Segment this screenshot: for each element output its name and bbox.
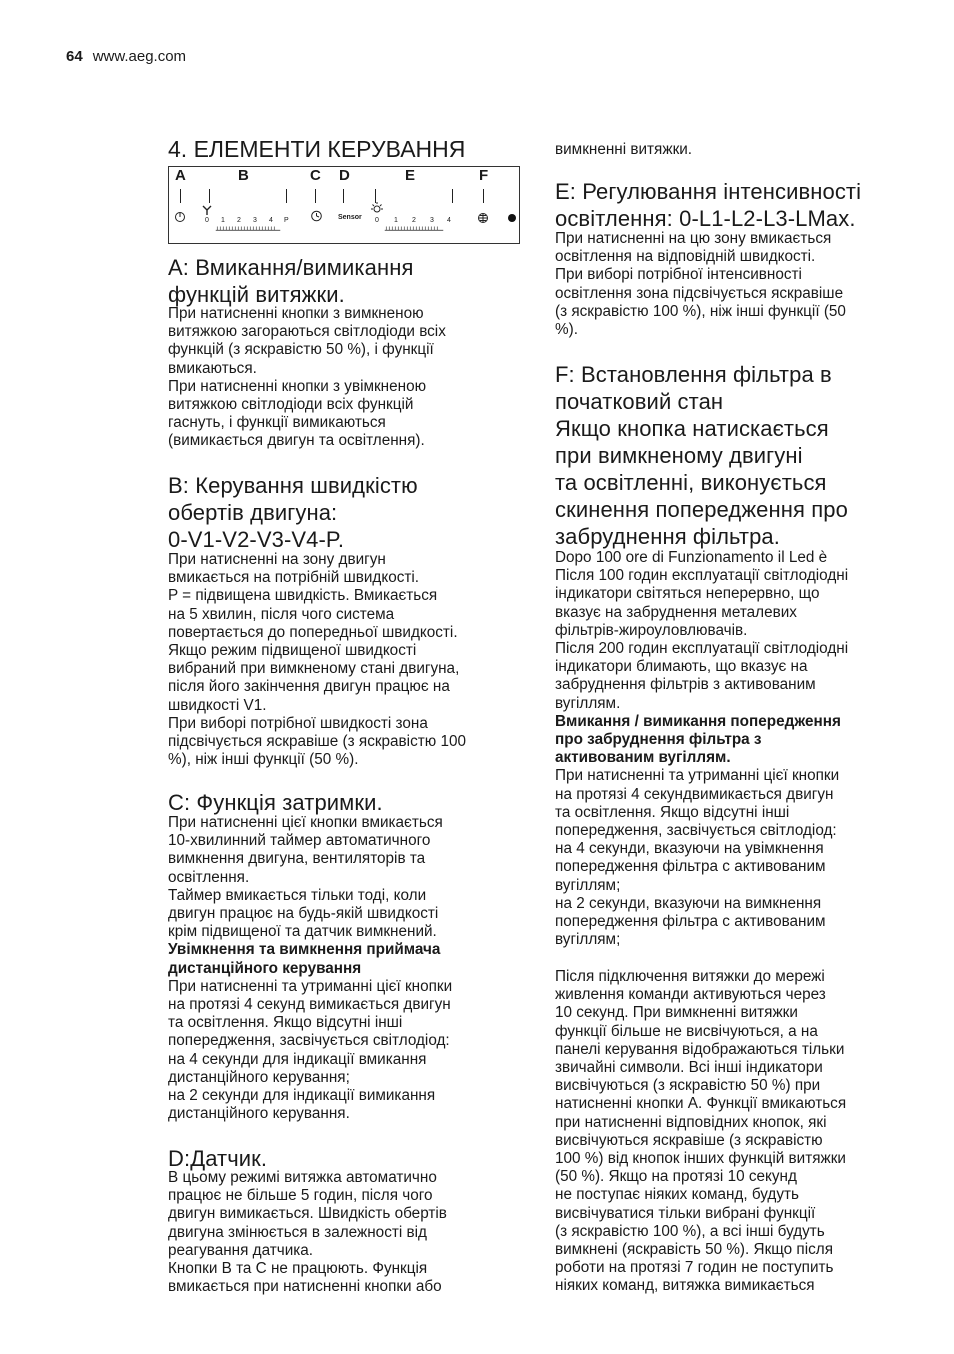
text-line: звичайні символи. Всі інші індикатори — [555, 1059, 823, 1077]
text-line: на протязі 4 секунд вимикається двигун — [168, 996, 451, 1014]
text-line: роботи на протязі 7 годин не поступить — [555, 1259, 834, 1277]
section-f-body-continued — [555, 968, 846, 1296]
text-line: функції більше не висвічуються, а на — [555, 1022, 818, 1040]
text-line: При натисненні кнопки з вимкненою — [168, 305, 424, 322]
heading-line: освітлення: 0-L1-L2-L3-LMax. — [555, 206, 856, 231]
text-line: на протязі 4 секундвимикається двигун — [555, 785, 834, 803]
text-line: (з яскравістю 100 %), ніж інші функції (50 — [555, 302, 846, 320]
heading-line: початковий стан — [555, 389, 724, 414]
filter-icon[interactable] — [477, 212, 489, 224]
text-line: вказує на забруднення металевих — [555, 603, 797, 621]
text-line: на 2 секунди для індикації вимикання — [168, 1087, 436, 1105]
heading-line: забруднення фільтра. — [555, 524, 780, 549]
text-line: на 2 секунди, вказуючи на вимкнення — [555, 894, 822, 912]
text-line: на 4 секунди для індикації вмикання — [168, 1050, 427, 1068]
site-url[interactable]: www.aeg.com — [92, 48, 187, 65]
light-tick-2: 2 — [412, 217, 416, 224]
panel-tick-f — [483, 189, 484, 203]
text-line: При виборі потрібної інтенсивності — [555, 266, 802, 284]
section-a-heading — [168, 254, 413, 308]
speed-tick-2: 2 — [237, 217, 241, 224]
section-b-body — [168, 551, 466, 769]
control-panel-diagram — [168, 166, 520, 244]
text-line: забруднення фільтрів з активованим — [555, 676, 816, 694]
text-line: P = підвищена швидкість. Вмикається — [168, 587, 438, 605]
continuation-text: вимкненні витяжки. — [555, 141, 693, 158]
text-line: після його закінчення двигун працює на — [168, 678, 450, 696]
page-header — [66, 48, 186, 65]
light-tick-4: 4 — [447, 217, 451, 224]
fan-icon[interactable] — [201, 204, 213, 216]
text-line: (50 %). Якщо на протязі 10 секунд — [555, 1168, 797, 1186]
panel-tick-b1 — [209, 189, 210, 203]
text-line: та освітлення. Якщо відсутні інші — [555, 803, 790, 821]
timer-icon[interactable] — [310, 209, 323, 222]
text-line: двигун працює на будь-якій швидкості — [168, 905, 439, 923]
section-b-heading — [168, 472, 418, 553]
section-c-body — [168, 814, 452, 1123]
heading-line: та освітленні, виконується — [555, 470, 827, 495]
section-e-body — [555, 230, 846, 339]
text-line: висвічуються яскравіше (з яскравістю — [555, 1131, 823, 1149]
heading-line: 0-V1-V2-V3-V4-P. — [168, 527, 345, 552]
text-line: витяжкою загораються світлодіоди всіх — [168, 323, 446, 341]
text-line: повертається до попередньої швидкості. — [168, 623, 458, 641]
text-line: гаснуть, і функції вимикаються — [168, 414, 386, 432]
text-line: В цьому режимі витяжка автоматично — [168, 1169, 437, 1186]
text-line: панелі керування відображаються тільки — [555, 1040, 845, 1058]
text-line: Після 100 годин експлуатації світлодіодні — [555, 567, 849, 585]
power-icon[interactable] — [174, 211, 186, 223]
text-line: вимкнені (яскравість 50 %). Якщо після — [555, 1241, 833, 1259]
panel-tick-e2 — [452, 189, 453, 203]
heading-line: при вимкненому двигуні — [555, 443, 803, 468]
text-line: 100 %) від кнопок інших функцій витяжки — [555, 1150, 846, 1168]
text-line: Якщо режим підвищеної швидкості — [168, 642, 417, 660]
text-line: (з яскравістю 100 %), а всі інші будуть — [555, 1222, 825, 1240]
speed-tick-3: 3 — [253, 217, 257, 224]
page-number: 64 — [66, 48, 83, 65]
speed-scale-bar — [205, 225, 291, 231]
heading-line: скинення попередження про — [555, 497, 848, 522]
section-e-heading — [555, 178, 861, 232]
text-line: Dopo 100 ore di Funzionamento il Led è — [555, 549, 828, 566]
text-line: двигуна змінюється в залежності від — [168, 1223, 427, 1241]
heading-line: A: Вмикання/вимикання — [168, 255, 414, 280]
speed-tick-1: 1 — [221, 217, 225, 224]
text-line: %), ніж інші функції (50 %). — [168, 751, 359, 769]
text-line: попередження, засвічується світлодіод: — [555, 822, 837, 840]
text-line: працює не більше 5 годин, після чого — [168, 1187, 433, 1205]
text-line: Після 200 годин експлуатації світлодіодні — [555, 640, 849, 658]
text-line: дистанційного керування. — [168, 1105, 350, 1123]
speed-tick-4: 4 — [269, 217, 273, 224]
panel-label-e: E — [405, 167, 416, 184]
panel-label-d: D — [339, 167, 350, 184]
text-line: вмикаються. — [168, 359, 257, 377]
text-line: При натисненні на зону двигун — [168, 551, 386, 568]
bold-text-line: Увімкнення та вимкнення приймача — [168, 941, 441, 959]
text-line: швидкості V1. — [168, 696, 267, 714]
text-line: вимкнення двигуна, вентиляторів та — [168, 850, 426, 868]
heading-line: обертів двигуна: — [168, 500, 338, 525]
text-line: реагування датчика. — [168, 1241, 314, 1259]
text-line: вмикається на потрібній швидкості. — [168, 569, 420, 587]
text-line: індикатори блимають, що вказує на — [555, 658, 808, 676]
section-f-body — [555, 549, 848, 949]
text-line: Після підключення витяжки до мережі — [555, 968, 825, 985]
panel-label-a: A — [175, 167, 186, 184]
text-line: натисненні кнопки A. Функції вмикаються — [555, 1095, 847, 1113]
text-line: При натисненні цієї кнопки вмикається — [168, 814, 443, 831]
text-line: індикатори світяться неперервно, що — [555, 585, 820, 603]
speed-tick-p: P — [284, 217, 289, 224]
text-line: При натисненні кнопки з увімкненою — [168, 377, 427, 395]
text-line: При натисненні на цю зону вмикається — [555, 230, 832, 247]
text-line: Кнопки B та C не працюють. Функція — [168, 1260, 428, 1278]
light-bulb-icon[interactable] — [370, 201, 384, 215]
text-line: попередження, засвічується світлодіод: — [168, 1032, 450, 1050]
section-a-body — [168, 305, 446, 451]
text-line: При натисненні та утриманні цієї кнопки — [555, 767, 840, 785]
section-d-heading: D:Датчик. — [168, 1146, 268, 1171]
text-line: при натисненні відповідних кнопок, які — [555, 1113, 827, 1131]
text-line: витяжкою світлодіоди всіх функцій — [168, 396, 414, 414]
panel-tick-b2 — [286, 189, 287, 203]
text-line: вмикається при натисненні кнопки або — [168, 1278, 442, 1296]
text-line: 10-хвилинний таймер автоматичного — [168, 832, 431, 850]
section-f-heading — [555, 361, 848, 550]
bold-text-line: дистанційного керування — [168, 959, 362, 977]
text-line: підсвічується яскравіше (з яскравістю 100 — [168, 733, 466, 751]
text-line: вугіллям; — [555, 931, 621, 949]
bold-text-line: Вмикання / вимикання попередження — [555, 712, 841, 730]
section-d-body — [168, 1169, 447, 1296]
text-line: висвічуються (з яскравістю 50 %) при — [555, 1077, 821, 1095]
light-tick-3: 3 — [430, 217, 434, 224]
heading-line: E: Регулювання інтенсивності — [555, 179, 862, 204]
heading-line: F: Встановлення фільтра в — [555, 362, 832, 387]
text-line: освітлення зона підсвічується яскравіше — [555, 284, 844, 302]
heading-line: B: Керування швидкістю — [168, 473, 418, 498]
light-scale-bar — [375, 225, 453, 231]
text-line: При виборі потрібної швидкості зона — [168, 714, 428, 732]
section-title-text: ЕЛЕМЕНТИ КЕРУВАННЯ — [193, 136, 466, 162]
text-line: не поступає ніяких команд, будуть — [555, 1186, 799, 1204]
text-line: живлення команди активуються через — [555, 986, 826, 1004]
text-line: 10 секунд. При вимкненні витяжки — [555, 1004, 798, 1022]
text-line: на 5 хвилин, після чого система — [168, 605, 395, 623]
bold-text-line: активованим вугіллям. — [555, 749, 731, 767]
panel-label-c: C — [310, 167, 321, 184]
panel-tick-d — [343, 189, 344, 203]
panel-tick-a — [180, 189, 181, 203]
text-line: вугіллям; — [555, 876, 621, 894]
panel-label-f: F — [479, 167, 489, 184]
text-line: При натисненні та утриманні цієї кнопки — [168, 977, 453, 995]
panel-tick-c — [315, 189, 316, 203]
light-tick-1: 1 — [394, 217, 398, 224]
panel-label-b: B — [238, 167, 249, 184]
section-title — [168, 135, 465, 163]
heading-line: Якщо кнопка натискається — [555, 416, 829, 441]
text-line: ніяких команд, витяжка вимикається — [555, 1277, 815, 1295]
text-line: дистанційного керування; — [168, 1068, 350, 1086]
text-line: освітлення на відповідній швидкості. — [555, 248, 816, 266]
dot-icon — [507, 213, 517, 223]
text-line: (вимикається двигун та освітлення). — [168, 432, 425, 450]
text-line: Таймер вмикається тільки тоді, коли — [168, 886, 427, 904]
light-tick-0: 0 — [375, 217, 379, 224]
text-line: попередження фільтра с активованим — [555, 913, 826, 931]
text-line: вибраний при вимкненому стані двигуна, — [168, 660, 460, 678]
text-line: на 4 секунди, вказуючи на увімкнення — [555, 840, 824, 858]
text-line: фільтрів-жироуловлювачів. — [555, 621, 748, 639]
sensor-label[interactable]: Sensor — [338, 214, 362, 221]
speed-tick-0: 0 — [205, 217, 209, 224]
text-line: %). — [555, 321, 578, 339]
text-line: двигун вимикається. Швидкість обертів — [168, 1205, 447, 1223]
text-line: крім підвищеної та датчик вимкнений. — [168, 923, 437, 941]
section-c-heading: C: Функція затримки. — [168, 790, 383, 815]
text-line: вугіллям. — [555, 694, 621, 712]
text-line: попередження фільтра с активованим — [555, 858, 826, 876]
text-line: функцій (з яскравістю 50 %), і функції — [168, 341, 434, 359]
text-line: висвічуватися тільки вибрані функції — [555, 1204, 816, 1222]
text-line: та освітлення. Якщо відсутні інші — [168, 1014, 403, 1032]
section-number: 4. — [168, 136, 188, 162]
text-line: освітлення. — [168, 868, 250, 886]
heading-line: функцій витяжки. — [168, 282, 345, 307]
bold-text-line: про забруднення фільтра з — [555, 731, 762, 749]
